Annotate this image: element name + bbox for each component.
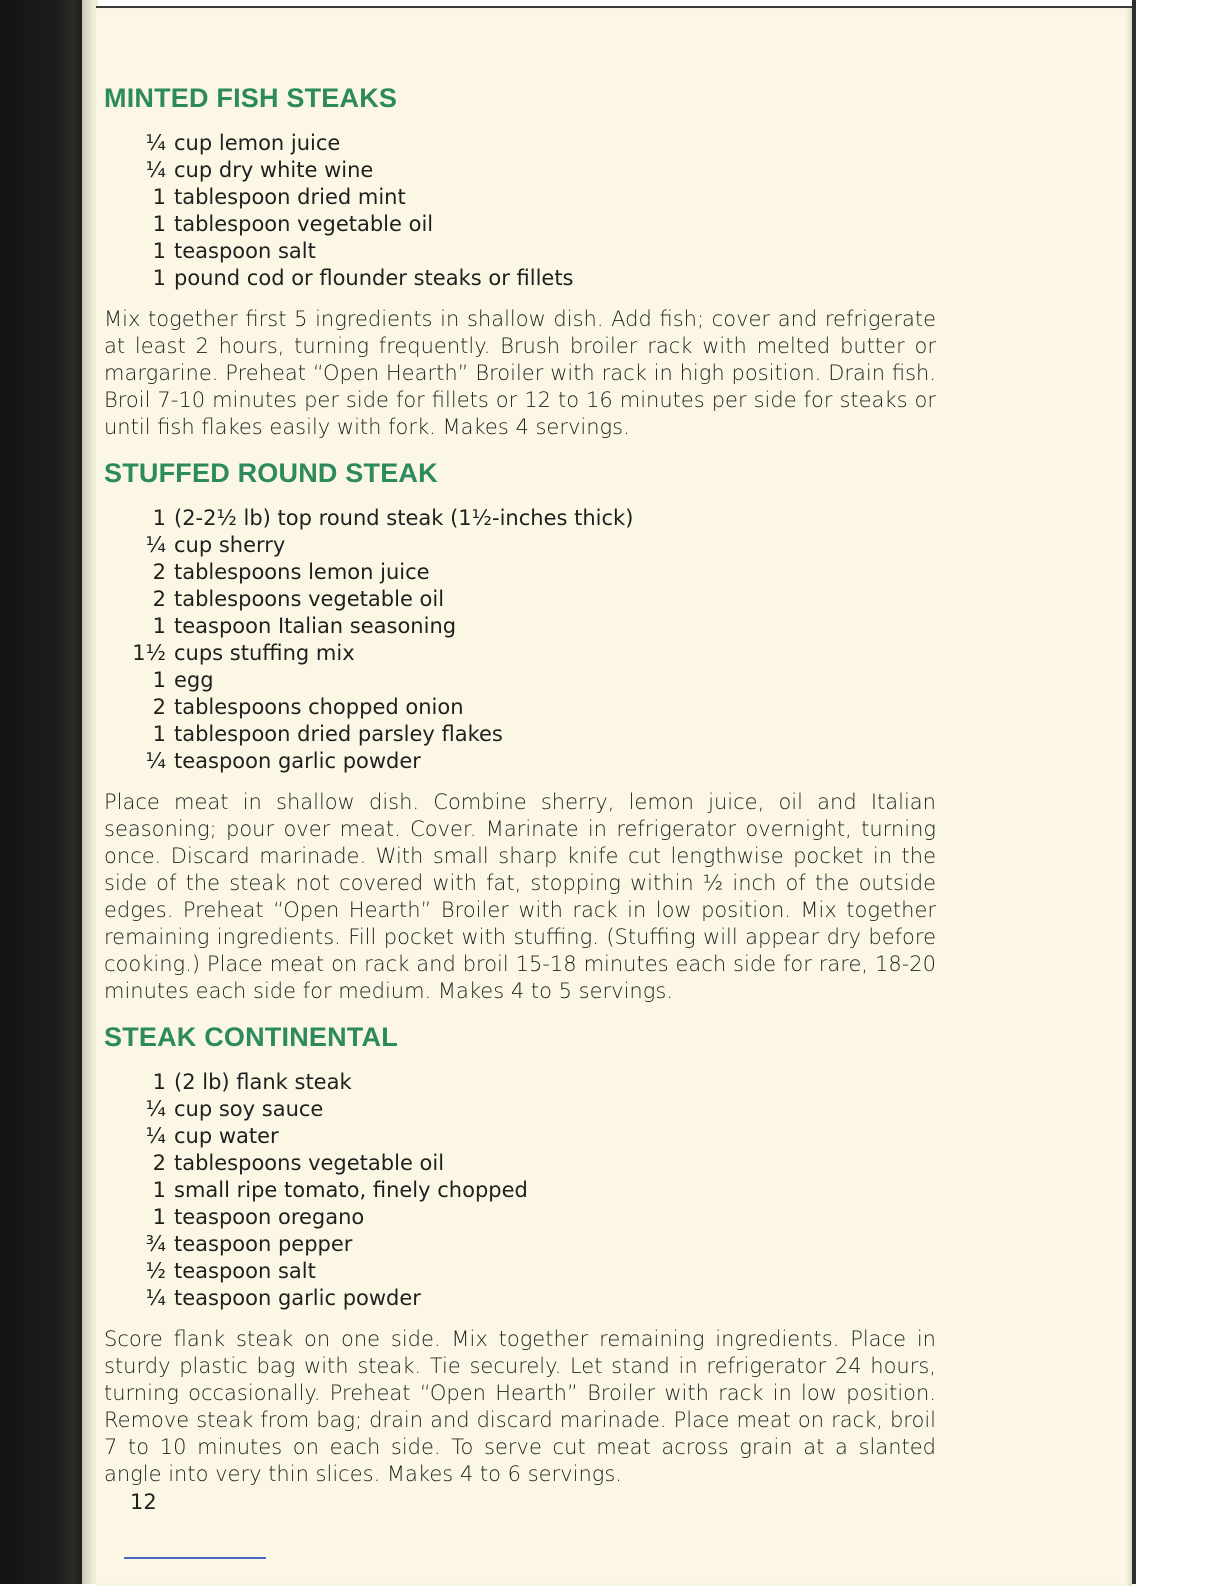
ingredient-quantity: 2 bbox=[152, 587, 166, 611]
recipe-steak-continental bbox=[104, 1019, 936, 1488]
ingredient-text: teaspoon pepper bbox=[174, 1232, 353, 1256]
recipe-title: MINTED FISH STEAKS bbox=[104, 83, 398, 113]
ingredient-quantity: 1 bbox=[152, 722, 166, 746]
ingredient-line bbox=[120, 1150, 936, 1177]
ingredient-text: cup dry white wine bbox=[174, 158, 374, 182]
ingredient-quantity: ¼ bbox=[145, 131, 166, 155]
ingredient-line bbox=[120, 1285, 936, 1312]
ingredient-line bbox=[120, 1231, 936, 1258]
ingredient-line bbox=[120, 184, 936, 211]
ingredient-text: (2 lb) flank steak bbox=[174, 1070, 352, 1094]
ingredient-text: teaspoon salt bbox=[174, 1259, 316, 1283]
ingredient-line bbox=[120, 667, 936, 694]
ingredient-quantity: ¾ bbox=[145, 1232, 166, 1256]
ingredient-line bbox=[120, 1177, 936, 1204]
ingredient-list bbox=[104, 1069, 936, 1312]
ingredient-text: teaspoon garlic powder bbox=[174, 749, 421, 773]
scan-blue-rule bbox=[124, 1557, 266, 1559]
ingredient-quantity: 1 bbox=[152, 266, 166, 290]
ingredient-quantity: 1 bbox=[152, 1070, 166, 1094]
binding-edge bbox=[0, 0, 82, 1584]
ingredient-quantity: 2 bbox=[152, 695, 166, 719]
recipe-column bbox=[104, 80, 936, 1502]
ingredient-text: teaspoon Italian seasoning bbox=[174, 614, 457, 638]
ingredient-quantity: ¼ bbox=[145, 749, 166, 773]
ingredient-text: tablespoons chopped onion bbox=[174, 695, 464, 719]
recipe-directions: Place meat in shallow dish. Combine sherry, lemon juice, oil and Italian seasoning; pour over meat. Cover. Marinate in refrigerator overnight, turning once. Discard marinade. With small sharp knife cut lengthwise pocket in the side of the steak not covered with fat, stopping within ½ inch of the outside edges. Preheat “Open Hearth” Broiler with rack in low position. Mix together remaining ingredients. Fill pocket with stuffing. (Stuffing will appear dry before cooking.) Place meat on rack and broil 15-18 minutes each side for rare, 18-20 minutes each side for medium. Makes 4 to 5 servings. bbox=[104, 790, 936, 1003]
ingredient-line bbox=[120, 694, 936, 721]
ingredient-line bbox=[120, 1096, 936, 1123]
ingredient-quantity: 1 bbox=[152, 614, 166, 638]
ingredient-text: pound cod or flounder steaks or fillets bbox=[174, 266, 574, 290]
ingredient-text: cups stuffing mix bbox=[174, 641, 355, 665]
ingredient-text: egg bbox=[174, 668, 214, 692]
ingredient-text: cup water bbox=[174, 1124, 279, 1148]
ingredient-quantity: ½ bbox=[145, 1259, 166, 1283]
ingredient-quantity: 1½ bbox=[132, 641, 166, 665]
ingredient-text: tablespoon dried parsley flakes bbox=[174, 722, 503, 746]
recipe-title: STUFFED ROUND STEAK bbox=[104, 458, 438, 488]
ingredient-line bbox=[120, 748, 936, 775]
page-number: 12 bbox=[130, 1490, 157, 1514]
ingredient-quantity: 1 bbox=[152, 506, 166, 530]
ingredient-text: teaspoon salt bbox=[174, 239, 316, 263]
ingredient-quantity: ¼ bbox=[145, 1124, 166, 1148]
ingredient-line bbox=[120, 640, 936, 667]
ingredient-line bbox=[120, 265, 936, 292]
ingredient-line bbox=[120, 1069, 936, 1096]
ingredient-quantity: ¼ bbox=[145, 1286, 166, 1310]
ingredient-list bbox=[104, 505, 936, 775]
ingredient-list bbox=[104, 130, 936, 292]
ingredient-text: cup sherry bbox=[174, 533, 286, 557]
ingredient-line bbox=[120, 559, 936, 586]
ingredient-line bbox=[120, 613, 936, 640]
ingredient-quantity: ¼ bbox=[145, 1097, 166, 1121]
ingredient-text: tablespoon dried mint bbox=[174, 185, 406, 209]
recipe-stuffed-round-steak bbox=[104, 455, 936, 1005]
ingredient-quantity: 1 bbox=[152, 1205, 166, 1229]
ingredient-line bbox=[120, 505, 936, 532]
ingredient-text: cup soy sauce bbox=[174, 1097, 324, 1121]
ingredient-line bbox=[120, 1123, 936, 1150]
ingredient-quantity: 2 bbox=[152, 560, 166, 584]
ingredient-line bbox=[120, 532, 936, 559]
ingredient-line bbox=[120, 721, 936, 748]
ingredient-quantity: ¼ bbox=[145, 533, 166, 557]
ingredient-text: tablespoons lemon juice bbox=[174, 560, 430, 584]
ingredient-quantity: 1 bbox=[152, 239, 166, 263]
ingredient-quantity: 1 bbox=[152, 212, 166, 236]
ingredient-line bbox=[120, 238, 936, 265]
ingredient-line bbox=[120, 130, 936, 157]
recipe-minted-fish-steaks bbox=[104, 80, 936, 441]
ingredient-line bbox=[120, 157, 936, 184]
ingredient-quantity: 1 bbox=[152, 668, 166, 692]
ingredient-quantity: 2 bbox=[152, 1151, 166, 1175]
page-right-edge bbox=[1132, 0, 1136, 1584]
ingredient-quantity: 1 bbox=[152, 1178, 166, 1202]
ingredient-text: (2-2½ lb) top round steak (1½-inches thick) bbox=[174, 506, 634, 530]
ingredient-quantity: 1 bbox=[152, 185, 166, 209]
ingredient-text: tablespoon vegetable oil bbox=[174, 212, 434, 236]
ingredient-text: teaspoon oregano bbox=[174, 1205, 365, 1229]
ingredient-line bbox=[120, 1258, 936, 1285]
ingredient-text: teaspoon garlic powder bbox=[174, 1286, 421, 1310]
recipe-directions: Mix together first 5 ingredients in shallow dish. Add fish; cover and refrigerate at least 2 hours, turning frequently. Brush broiler rack with melted butter or margarine. Preheat “Open Hearth” Broiler with rack in high position. Drain fish. Broil 7-10 minutes per side for fillets or 12 to 16 minutes per side for steaks or until fish flakes easily with fork. Makes 4 servings. bbox=[104, 307, 936, 439]
ingredient-line bbox=[120, 586, 936, 613]
ingredient-text: cup lemon juice bbox=[174, 131, 341, 155]
ingredient-text: tablespoons vegetable oil bbox=[174, 587, 445, 611]
ingredient-quantity: ¼ bbox=[145, 158, 166, 182]
recipe-title: STEAK CONTINENTAL bbox=[104, 1022, 398, 1052]
ingredient-line bbox=[120, 211, 936, 238]
recipe-directions: Score flank steak on one side. Mix together remaining ingredients. Place in sturdy plastic bag with steak. Tie securely. Let stand in refrigerator 24 hours, turning occasionally. Preheat “Open Hearth” Broiler with rack in low position. Remove steak from bag; drain and discard marinade. Place meat on rack, broil 7 to 10 minutes on each side. To serve cut meat across grain at a slanted angle into very thin slices. Makes 4 to 6 servings. bbox=[104, 1327, 936, 1486]
ingredient-text: tablespoons vegetable oil bbox=[174, 1151, 445, 1175]
ingredient-line bbox=[120, 1204, 936, 1231]
ingredient-text: small ripe tomato, finely chopped bbox=[174, 1178, 528, 1202]
